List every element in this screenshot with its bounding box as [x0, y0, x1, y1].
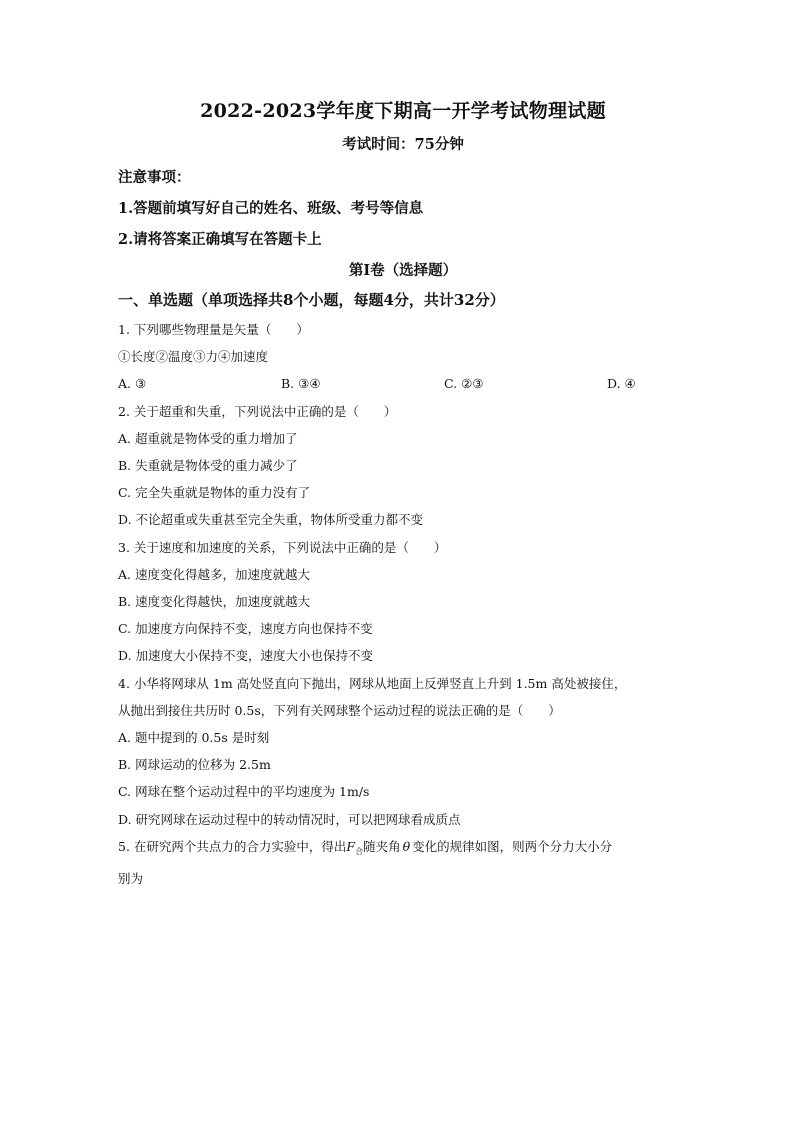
option-b: B. ③④	[281, 376, 321, 392]
option-d: D. 加速度大小保持不变，速度大小也保持不变	[118, 648, 374, 664]
option-c: C. ②③	[444, 376, 484, 392]
question-5-text-part1: 5. 在研究两个共点力的合力实验中，得出	[118, 838, 347, 854]
question-5-text-part2: 随夹角	[363, 838, 401, 854]
theta-symbol: θ	[402, 838, 411, 854]
question-3-stem: 3. 关于速度和加速度的关系，下列说法中正确的是（ ）	[118, 539, 447, 555]
question-1-stem: 1. 下列哪些物理量是矢量（ ）	[118, 322, 309, 337]
option-a: A. 题中提到的 0.5s 是时刻	[118, 730, 270, 746]
notice-heading: 注意事项：	[118, 169, 191, 186]
question-5-stem-line2: 别为	[118, 871, 144, 887]
resultant-force-subscript: 合	[355, 846, 364, 856]
resultant-force-symbol: F	[346, 838, 356, 854]
question-1-sub: ①长度②温度③力④加速度	[118, 349, 269, 365]
question-5-text-part3: 变化的规律如图，则两个分力大小分	[412, 838, 613, 854]
option-b: B. 速度变化得越快，加速度就越大	[118, 594, 311, 610]
option-c: C. 完全失重就是物体的重力没有了	[118, 485, 311, 501]
option-c: C. 加速度方向保持不变，速度方向也保持不变	[118, 621, 373, 637]
exam-time: 考试时间：75分钟	[342, 136, 464, 153]
notice-item: 1.答题前填写好自己的姓名、班级、考号等信息	[118, 200, 424, 217]
option-a: A. ③	[118, 376, 147, 392]
notice-item: 2.请将答案正确填写在答题卡上	[118, 231, 322, 248]
option-d: D. 研究网球在运动过程中的转动情况时，可以把网球看成质点	[118, 811, 461, 827]
section-title: 一、单选题（单项选择共8个小题，每题4分，共计32分）	[118, 291, 505, 309]
question-2-stem: 2. 关于超重和失重，下列说法中正确的是（ ）	[118, 403, 397, 419]
exam-page	[118, 94, 688, 892]
option-d: D. ④	[607, 376, 636, 392]
option-a: A. 超重就是物体受的重力增加了	[118, 430, 298, 446]
question-1-options	[118, 370, 688, 397]
page-title: 2022-2023学年度下期高一开学考试物理试题	[200, 100, 606, 122]
question-4-stem-line1: 4. 小华将网球从 1m 高处竖直向下抛出，网球从地面上反弹竖直上升到 1.5m 高处被接住，	[118, 675, 627, 691]
question-5-stem-line1	[118, 833, 688, 865]
option-d: D. 不论超重或失重甚至完全失重，物体所受重力都不变	[118, 512, 424, 528]
option-a: A. 速度变化得越多，加速度就越大	[118, 566, 310, 582]
question-4-stem-line2: 从抛出到接住共历时 0.5s，下列有关网球整个运动过程的说法正确的是（ ）	[118, 702, 561, 718]
part-title: 第I卷（选择题）	[348, 262, 458, 279]
option-b: B. 网球运动的位移为 2.5m	[118, 757, 271, 773]
option-b: B. 失重就是物体受的重力减少了	[118, 458, 298, 474]
option-c: C. 网球在整个运动过程中的平均速度为 1m/s	[118, 784, 370, 800]
